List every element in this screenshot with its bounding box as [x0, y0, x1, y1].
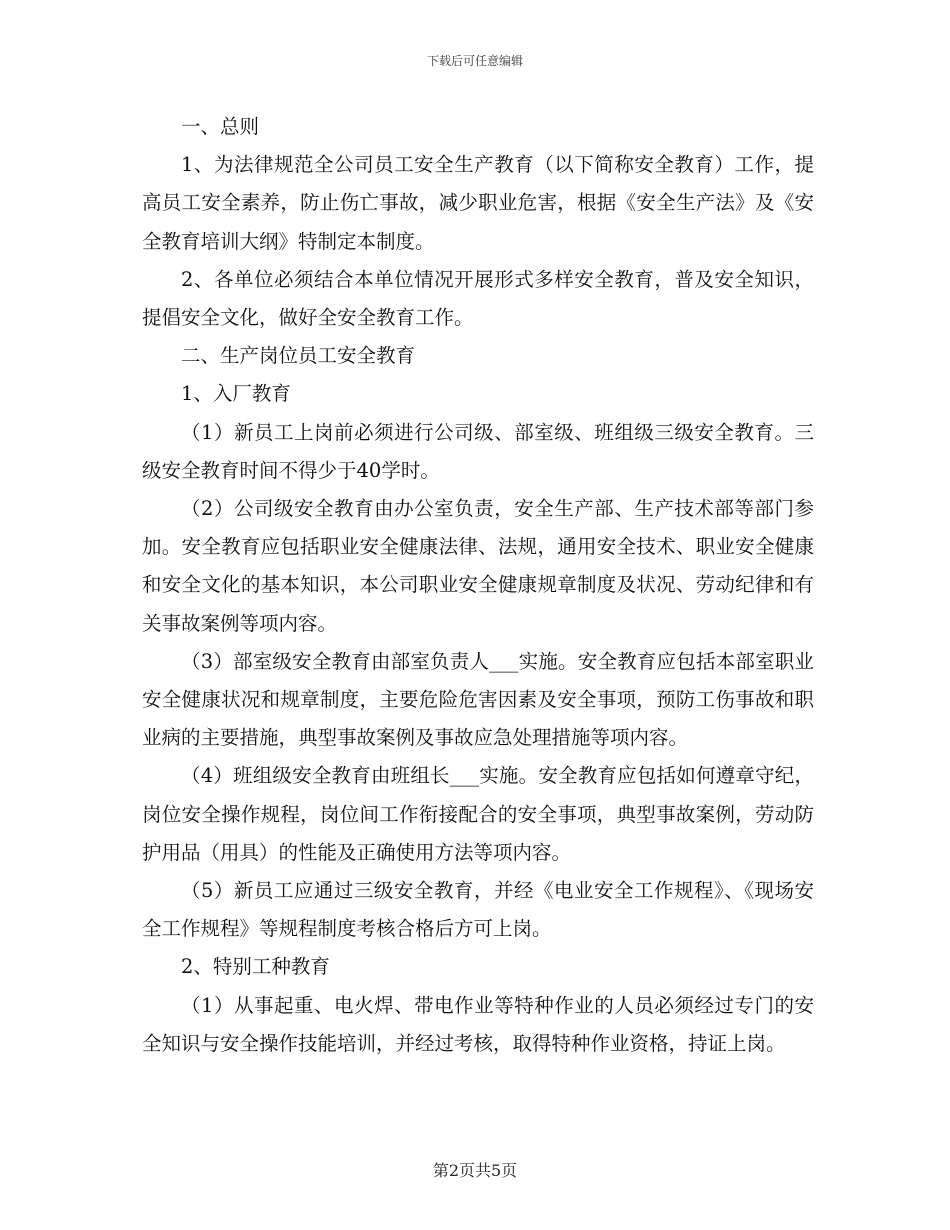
paragraph: 2、各单位必须结合本单位情况开展形式多样安全教育，普及安全知识，提倡安全文化，做好全安全教育工作。 [142, 267, 814, 330]
page-header-note: 下载后可任意编辑 [426, 54, 523, 68]
paragraph: （2）公司级安全教育由办公室负责，安全生产部、生产技术部等部门参加。安全教育应包括职业安全健康法律、法规，通用安全技术、职业安全健康和安全文化的基本知识，本公司职业安全健康规章制度及状况、劳动纪律和有关事故案例等项内容。 [142, 497, 814, 635]
paragraph: （1）新员工上岗前必须进行公司级、部室级、班组级三级安全教育。三级安全教育时间不得少于40学时。 [142, 420, 814, 482]
subheading-special-trades: 2、特别工种教育 [181, 955, 330, 979]
document-body [142, 108, 814, 1063]
section-heading-production: 二、生产岗位员工安全教育 [181, 344, 416, 368]
paragraph: （3）部室级安全教育由部室负责人___实施。安全教育应包括本部室职业安全健康状况和规章制度，主要危险危害因素及安全事项，预防工伤事故和职业病的主要措施，典型事故案例及事故应急处理措施等项内容。 [142, 649, 814, 750]
paragraph: （5）新员工应通过三级安全教育，并经《电业安全工作规程》、《现场安全工作规程》等规程制度考核合格后方可上岗。 [142, 879, 814, 941]
paragraph: 1、为法律规范全公司员工安全生产教育（以下简称安全教育）工作，提高员工安全素养，防止伤亡事故，减少职业危害，根据《安全生产法》及《安全教育培训大纲》特制定本制度。 [142, 153, 814, 253]
page-number: 第2页共5页 [432, 1161, 518, 1180]
paragraph: （1）从事起重、电火焊、带电作业等特种作业的人员必须经过专门的安全知识与安全操作技能培训，并经过考核，取得特种作业资格，持证上岗。 [142, 993, 814, 1055]
subheading-entry-education: 1、入厂教育 [181, 382, 291, 406]
section-heading-general: 一、总则 [181, 115, 260, 138]
paragraph: （4）班组级安全教育由班组长___实施。安全教育应包括如何遵章守纪，岗位安全操作规程，岗位间工作衔接配合的安全事项，典型事故案例，劳动防护用品（用具）的性能及正确使用方法等项内容。 [142, 764, 814, 864]
